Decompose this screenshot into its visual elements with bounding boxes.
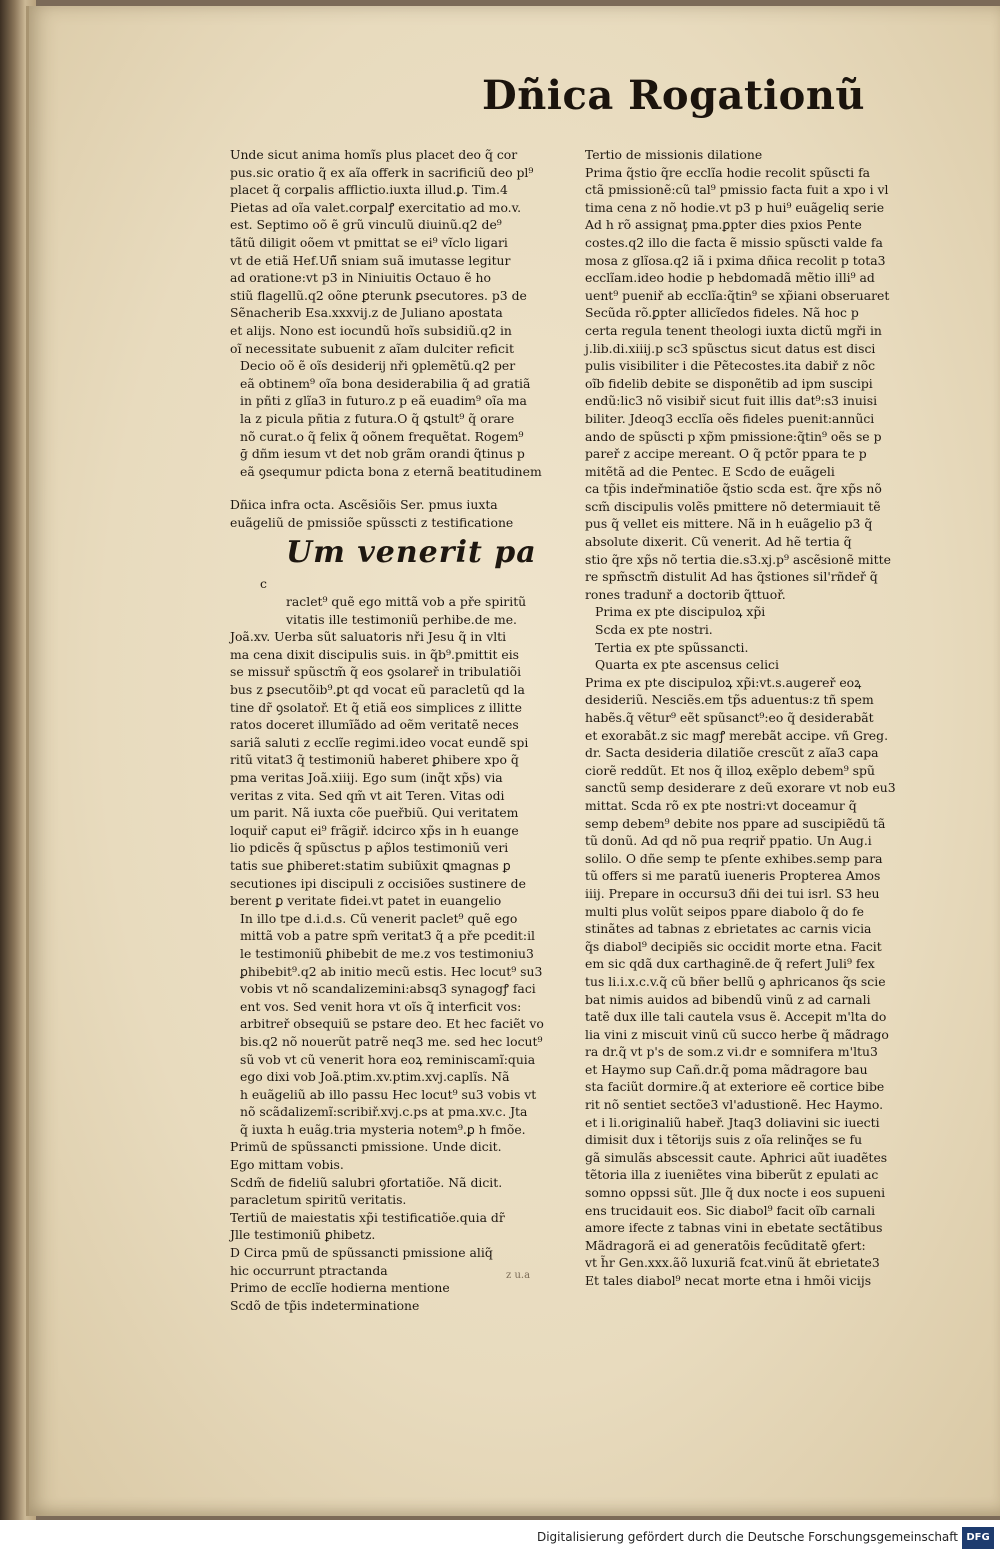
left-para-4 xyxy=(230,910,575,1139)
text-line: vt de etiã Hef.Uñ̃ sniam suã imutasse legitur xyxy=(230,252,511,268)
text-line: endũ:lic3 nõ visibiř sicut fuit illis dat⁹:s3 inuisi xyxy=(585,393,878,409)
text-line: lia vini z miscuit vinũ cũ succo herbe q̃ mãdrago xyxy=(585,1026,889,1042)
footer-credit: Digitalisierung gefördert durch die Deutsche Forschungsgemeinschaft xyxy=(536,1530,958,1544)
text-line: uent⁹ pueniř ab ecclĩa:q̃tin⁹ se xp̃iani obseruaret xyxy=(585,287,890,303)
text-line: q̃ iuxta h euãg.tria mysteria notem⁹.ꝑ h fmõe. xyxy=(240,1121,526,1137)
text-line: Quarta ex pte ascensus celici xyxy=(595,657,779,673)
text-line: hic occurrunt ptractanda xyxy=(230,1262,388,1278)
text-line: habẽs.q̃ vẽtur⁹ eẽt spũsanct⁹:eo q̃ desiderabãt xyxy=(585,710,874,725)
text-line: Unde sicut anima homĩs plus placet deo q̃ cor xyxy=(230,147,518,162)
text-line: nõ curat.o q̃ felix q̃ oõnem frequẽtat. Rogem⁹ xyxy=(240,428,524,444)
text-line: Ego mittam vobis. xyxy=(230,1157,344,1173)
text-line: mittã vob a patre spm̃ veritat3 q̃ a pře pcedit:il xyxy=(240,928,536,944)
text-line: multi plus volũt seipos ppare diabolo q̃ do fe xyxy=(585,903,865,919)
text-line: somno oppssi sũt. Jlle q̃ dux nocte i eos supueni xyxy=(585,1185,886,1201)
text-line: ratos doceret illumĩãdo ad oẽm veritatẽ neces xyxy=(230,717,519,733)
text-line: ctã pmissionẽ:cũ tal⁹ pmissio facta fuit a xpo i vl xyxy=(585,182,889,198)
text-line: sta faciũt dormire.q̃ at exteriore eẽ cortice bibe xyxy=(585,1079,885,1095)
text-line: Dñica infra octa. Ascẽsiõis Ser. pmus iuxta xyxy=(230,497,498,513)
text-line: ando de spũscti p xp̃m pmissione:q̃tin⁹ oẽs se p xyxy=(585,428,882,444)
text-line: sariã saluti z ecclĩe regimi.ideo vocat eundẽ spi xyxy=(230,734,529,750)
stray-mark: z u.a xyxy=(506,1270,531,1281)
initial-adjacent-lines xyxy=(230,593,575,628)
right-para-1 xyxy=(585,146,930,603)
text-line: mittat. Scda rõ ex pte nostri:vt doceamur q̃ xyxy=(585,797,857,813)
text-line: tũ offers si me paratũ iueneris Propterea Amos xyxy=(585,868,881,884)
text-line: Primũ de spũssancti pmissione. Unde dicit. xyxy=(230,1139,502,1155)
text-line: In illo tpe d.i.d.s. Cũ venerit paclet⁹ quẽ ego xyxy=(240,910,518,926)
text-line: biliter. Jdeoq3 ecclĩa oẽs fideles puenit:annũci xyxy=(585,410,875,426)
text-line: secutiones ipi discipuli z occisiões sustinere de xyxy=(230,875,526,891)
text-line: in pñti z glĩa3 in futuro.z p eã euadim⁹ oĩa ma xyxy=(240,393,527,409)
text-line: scm̃ discipulis volẽs pmittere nõ determiauit tẽ xyxy=(585,498,881,514)
text-line: costes.q2 illo die facta ẽ missio spũscti valde fa xyxy=(585,234,883,250)
left-para-2 xyxy=(230,357,575,480)
text-line: et i li.originaliũ habeř. Jtaq3 doliavini sic iuecti xyxy=(585,1114,880,1130)
text-line: amore ifecte z tabnas vini in ebetate sectãtibus xyxy=(585,1220,883,1236)
text-line: Jlle testimoniũ ꝑhibetz. xyxy=(230,1227,376,1243)
footer-bar xyxy=(0,1520,1000,1557)
text-line: rit nõ sentiet sectõe3 vl'adustionẽ. Hec Haymo. xyxy=(585,1097,884,1113)
text-line: Scdm̃ de fideliũ salubri ꝯfortatiõe. Nã dicit. xyxy=(230,1174,503,1190)
text-line: ritũ vitat3 q̃ testimoniũ haberet ꝑhibere xpo q̃ xyxy=(230,752,519,768)
text-line: placet q̃ corꝑalis afflictio.iuxta illud.ꝑ. Tim.4 xyxy=(230,182,508,198)
text-line: tẽtoria illa z iueniẽtes vina biberũt z epulati ac xyxy=(585,1167,879,1183)
text-line: tatis sue ꝑhiberet:statim subiũxit ꝗmagnas ꝑ xyxy=(230,857,511,873)
text-line: arbitreř obsequiũ se pstare deo. Et hec faciẽt vo xyxy=(240,1016,544,1032)
text-line: Prima q̃stio q̃re ecclĩa hodie recolit spũscti fa xyxy=(585,164,871,180)
text-line: Mãdragorã ei ad generatõis fecũditatẽ ꝯfert: xyxy=(585,1237,866,1253)
text-line: vt h̃r Gen.xxx.ãõ luxuriã fcat.vinũ ãt ebrietate3 xyxy=(585,1255,880,1271)
text-line: paracletum spiritũ veritatis. xyxy=(230,1192,407,1208)
text-line: sũ vob vt cũ venerit hora eoꝝ reminiscamĩ:quia xyxy=(240,1051,536,1067)
text-line: stinãtes ad tabnas z ebrietates ac carnis vicia xyxy=(585,921,872,937)
text-line: oĩ necessitate subuenit z aĩam dulciter reficit xyxy=(230,340,514,356)
text-line: nõ scãdalizemĩ:scribiř.xvj.c.ps at pma.xv.c. Jta xyxy=(240,1104,528,1120)
text-line: lio pdicẽs q̃ spũsctus p ap̃los testimoniũ veri xyxy=(230,840,509,856)
text-line: et exorabãt.z sic magꝭ merebãt accipe. vñ Greg. xyxy=(585,727,889,743)
text-line: ens trucidauit eos. Sic diabol⁹ facit oĩb carnali xyxy=(585,1202,876,1218)
text-line: bis.q2 nõ nouerũt patrẽ neq3 me. sed hec locut⁹ xyxy=(240,1033,543,1049)
text-line: stiũ flagellũ.q2 oõne ꝑterunk ꝑsecutores. p3 de xyxy=(230,287,527,303)
text-line: dimisit dux i tẽtorijs suis z oĩa relinq̃es se fu xyxy=(585,1132,863,1148)
text-line: tus li.i.x.c.v.q̃ cũ bñer bellũ ꝯ aphricanos q̃s scie xyxy=(585,973,886,989)
text-line: re spm̃sctm̃ distulit Ad has q̃stiones sil'rñdeř q̃ xyxy=(585,569,878,585)
text-line: la z picula pñtia z futura.O q̃ ꝗstult⁹ q̃ orare xyxy=(240,410,515,426)
text-line: D Circa pmũ de spũssancti pmissione aliq̃ xyxy=(230,1245,493,1261)
dfg-logo: DFG xyxy=(962,1527,994,1549)
text-line: dr. Sacta desideria dilatiõe crescũt z aĩa3 capa xyxy=(585,745,879,761)
text-line: semp debem⁹ debite nos ppare ad suscipiẽdũ tã xyxy=(585,815,886,831)
text-line: loquiř caput ei⁹ frãgiř. idcirco xp̃s in h euange xyxy=(230,822,519,838)
text-line: raclet⁹ quẽ ego mittã vob a pře spiritũ xyxy=(286,594,527,610)
text-line: Scdõ de tp̃is indeterminatione xyxy=(230,1297,420,1313)
text-line: q̃s diabol⁹ decipiẽs sic occidit morte etna. Facit xyxy=(585,938,882,954)
text-line: pulis visibiliter i die Pẽtecostes.ita dabiř z nõc xyxy=(585,358,876,374)
text-line: pareř z accipe mereant. O q̃ pctõr ppara te p xyxy=(585,446,867,462)
text-line: iiij. Prepare in occursu3 dñi dei tui isrl. S3 heu xyxy=(585,885,880,901)
text-line: j.lib.di.xiiij.p sc3 spũsctus sicut datus est disci xyxy=(585,340,876,356)
decorated-initial-line xyxy=(230,531,575,575)
right-list-1 xyxy=(585,603,930,673)
text-line: ra dr.q̃ vt p's de som.z vi.dr e somnifera m'ltu3 xyxy=(585,1044,878,1060)
text-line: pma veritas Joã.xiiij. Ego sum (inq̃t xp̃s) via xyxy=(230,770,503,785)
text-line: pus.sic oratio q̃ ex aĩa offerk in sacrificiũ deo pl⁹ xyxy=(230,164,534,180)
text-line: h euãgeliũ ab illo passu Hec locut⁹ su3 vobis vt xyxy=(240,1086,537,1102)
right-column xyxy=(585,146,930,1290)
text-line: solilo. O dñe semp te pſente exhibes.semp para xyxy=(585,850,883,866)
running-header: Dñica Rogationũ xyxy=(482,72,865,119)
text-line: Joã.xv. Uerba sũt saluatoris nři Jesu q̃ in vlti xyxy=(230,629,507,645)
text-line: tũ donũ. Ad qd nõ pua reqriř ppatio. Un Aug.i xyxy=(585,833,872,849)
text-line: Sẽnacherib Esa.xxxvij.z de Juliano apostata xyxy=(230,305,503,321)
left-para-5 xyxy=(230,1138,575,1314)
text-line: Scda ex pte nostri. xyxy=(595,622,713,638)
text-line: eã obtinem⁹ oĩa bona desiderabilia q̃ ad gratiã xyxy=(240,375,531,391)
text-line: Primo de ecclĩe hodierna mentione xyxy=(230,1280,450,1296)
text-line: et Haymo sup Cañ.dr.q̃ poma mãdragore bau xyxy=(585,1061,868,1077)
text-line: et alijs. Nono est iocundũ hoĩs subsidiũ.q2 in xyxy=(230,322,512,338)
text-line: bus z ꝑsecutõib⁹.ꝑt qd vocat eũ paracletũ qd la xyxy=(230,682,525,698)
text-line: est. Septimo oõ ẽ grũ vinculũ diuinũ.q2 de⁹ xyxy=(230,217,502,233)
text-line: Ad h rõ assignaţ pma.ꝑpter dies pxios Pente xyxy=(585,217,862,233)
left-para-3 xyxy=(230,628,575,910)
text-line: ciorẽ reddũt. Et nos q̃ illoꝝ exẽplo debem⁹ spũ xyxy=(585,762,875,778)
text-line: Tertia ex pte spũssancti. xyxy=(595,639,749,655)
left-para-1 xyxy=(230,146,575,357)
text-line: Tertio de missionis dilatione xyxy=(585,147,763,162)
text-line: ent vos. Sed venit hora vt oĩs q̃ interficit vos: xyxy=(240,998,522,1014)
text-line: tima cena z nõ hodie.vt p3 p hui⁹ euãgeliq serie xyxy=(585,199,885,215)
text-line: gã simulãs abscessit caute. Aphrici aũt iuadẽtes xyxy=(585,1149,888,1165)
text-line: mosa z glĩosa.q2 iã i pxima dñica recolit p tota3 xyxy=(585,252,886,268)
text-line: Tertiũ de maiestatis xp̃i testificatiõe.quia dr̃ xyxy=(230,1209,505,1225)
initial-small-letter: c xyxy=(260,576,267,592)
text-line: se missuř spũsctm̃ q̃ eos ꝯsolareř in tribulatiõi xyxy=(230,664,522,680)
text-line: le testimoniũ ꝑhibebit de me.z vos testimoniu3 xyxy=(240,945,534,961)
text-line: bat nimis auidos ad bibendũ vinũ z ad carnali xyxy=(585,991,871,1007)
text-line: euãgeliũ de pmissiõe spũsscti z testificatione xyxy=(230,514,514,530)
text-line: certa regula tenent theologi iuxta dictũ mgři in xyxy=(585,322,882,338)
text-line: pus q̃ vellet eis mittere. Nã in h euãgelio p3 q̃ xyxy=(585,516,873,532)
text-line: Prima ex pte discipuloꝝ xp̃i:vt.s.augereř eoꝝ xyxy=(585,674,862,690)
text-line: ego dixi vob Joã.ptim.xv.ptim.xvj.caplĩs. Nã xyxy=(240,1069,510,1085)
initial-line-text: Um venerit pa xyxy=(286,535,537,571)
text-line: berent ꝑ veritate fidei.vt patet in euangelio xyxy=(230,893,502,909)
text-line: um parit. Nã iuxta cõe pueřbiũ. Qui veritatem xyxy=(230,805,519,821)
text-line: Et tales diabol⁹ necat morte etna i hmõi vicijs xyxy=(585,1273,872,1288)
text-line: tatẽ dux ille tali cautela vsus ẽ. Accepit m'lta do xyxy=(585,1009,887,1025)
sermon-rubric xyxy=(230,496,575,531)
text-line: ca tp̃is indeřminatiõe q̃stio scda est. q̃re xp̃s nõ xyxy=(585,481,882,497)
text-line: vitatis ille testimoniũ perhibe.de me. xyxy=(286,611,517,627)
text-line: Secũda rõ.ꝑpter allicĩedos fideles. Nã hoc p xyxy=(585,305,859,321)
text-line: desideriũ. Nesciẽs.em tp̃s aduentus:z tñ spem xyxy=(585,692,874,708)
text-line: em sic qdã dux carthaginẽ.de q̃ refert Juli⁹ fex xyxy=(585,956,875,972)
text-line: rones tradunř a doctorib q̃ttuoř. xyxy=(585,586,786,602)
text-line: oĩb fidelib debite se disponẽtib ad ipm suscipi xyxy=(585,375,873,391)
text-line: ḡ dñm iesum vt det nob grãm orandi q̃tinus p xyxy=(240,446,525,462)
text-line: absolute dixerit. Cũ venerit. Ad hẽ tertia q̃ xyxy=(585,534,852,550)
right-para-2 xyxy=(585,674,930,1290)
text-line: mitẽtã ad die Pentec. E Scdo de euãgeli xyxy=(585,463,835,479)
text-line: Prima ex pte discipuloꝝ xp̃i xyxy=(595,604,766,620)
text-line: eã ꝯsequmur pdicta bona z eternã beatitudinem xyxy=(240,463,542,479)
text-line: tãtũ diligit oõem vt pmittat se ei⁹ vĩclo ligari xyxy=(230,234,508,250)
text-line: sanctũ semp desiderare z deũ exorare vt nob eu3 xyxy=(585,780,896,796)
left-column xyxy=(230,146,575,1314)
text-line: Decio oõ ẽ oĩs desiderij nři ꝯplemẽtũ.q2 per xyxy=(240,358,516,374)
text-line: tine dr̃ ꝯsolatoř. Et q̃ etiã eos simplices z illitte xyxy=(230,699,522,715)
text-line: ad oratione:vt p3 in Niniuitis Octauo ẽ ho xyxy=(230,270,491,286)
text-line: ecclĩam.ideo hodie p hebdomadã mẽtio illi⁹ ad xyxy=(585,270,875,286)
text-line: ꝑhibebit⁹.q2 ab initio mecũ estis. Hec locut⁹ su3 xyxy=(240,963,543,979)
text-line: vobis vt nõ scandalizemini:absq3 synagogꝭ faci xyxy=(240,981,536,997)
text-line: stio q̃re xp̃s nõ tertia die.s3.xj.p⁹ ascẽsionẽ mitte xyxy=(585,551,891,567)
text-line: veritas z vita. Sed qm̃ vt ait Teren. Vitas odi xyxy=(230,787,505,803)
text-line: ma cena dixit discipulis suis. in q̃b⁹.pmittit eis xyxy=(230,646,520,662)
text-line: Pietas ad oĩa valet.corꝑalꝭ exercitatio ad mo.v. xyxy=(230,199,522,215)
